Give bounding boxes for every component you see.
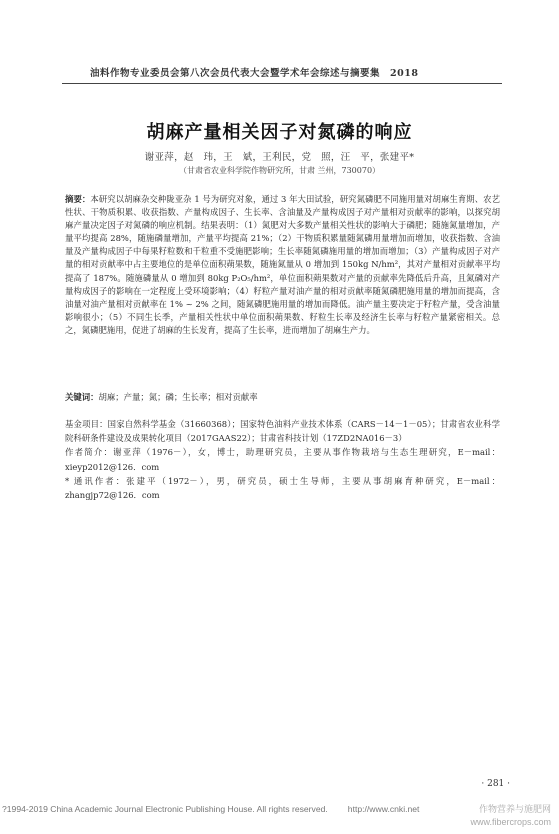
abstract-text: 本研究以胡麻杂交种陇亚杂 1 号为研究对象，通过 3 年大田试验，研究氮磷肥不同施用量对胡麻生育期、农艺性状、干物质积累、收获指数、产量构成因子、生长率、含油量及产量构成因子对产量相对贡献率的影响，以探究胡麻产量决定因子对氮磷的响应机制。结果表明：（1）氮肥对大多数产量相关性状的影响大于磷肥；随施氮量增加，产量平均提高 28%，随施磷量增加，产量平均提高 21%；（2）干物质积累量随氮磷用量增加而增加，收获指数、含油量及产量构成因子中每果籽粒数和千粒重不受施肥影响；生长率随氮磷施用量的增加而增加；（3）产量构成因子对产量的相对贡献率中占主要地位的是单位面积蒴果数，随施氮量从 0 增加到 150kg N/hm²，其对产量相对贡献率平均提高了 187%。随施磷量从 0 增加到 80kg P₂O₅/hm²，单位面积蒴果数对产量的贡献率先降低后升高，且氮磷对产量构成因子的影响在一定程度上受环境影响；（4）籽粒产量对油产量的相对贡献率随氮磷肥施用量的增加而提高，含油量对油产量相对贡献率在 1% ~ 2% 之间，随氮磷肥施用量的增加而降低。油产量主要决定于籽粒产量，受含油量影响很小；（5）不同生长季，产量相关性状中单位面积蒴果数、籽粒生长率及经济生长率与籽粒产量紧密相关。总之，氮磷肥施用，促进了胡麻的生长发育，提高了生长率，进而增加了胡麻生产力。: [65, 194, 501, 335]
abstract: [65, 193, 500, 337]
keywords-text: 胡麻；产量；氮；磷；生长率；相对贡献率: [98, 392, 258, 402]
author-intro-note: 作者简介：谢亚萍（1976－），女，博士，助理研究员，主要从事作物栽培与生态生理研究，E－mail：xieyp2012@126．com: [65, 447, 500, 472]
funding-note: 基金项目：国家自然科学基金（31660368）；国家特色油料产业技术体系（CARS－14－1－05）；甘肃省农业科学院科研条件建设及成果转化项目（2017GAAS22）；甘肃省科技计划（17ZD2NA016－3）: [65, 419, 500, 444]
copyright-text: ?1994-2019 China Academic Journal Electronic Publishing House. All rights reserved.: [2, 804, 328, 814]
article-title: 胡麻产量相关因子对氮磷的响应: [146, 122, 413, 143]
copyright-line: [2, 804, 419, 814]
publisher-url[interactable]: http://www.cnki.net: [347, 804, 420, 814]
watermark-line-2: www.fibercrops.com: [470, 817, 551, 827]
author-affiliation: （甘肃省农业科学院作物研究所，甘肃 兰州，730070）: [178, 166, 381, 175]
watermark: [470, 803, 551, 829]
watermark-line-1: 作物营养与施肥网: [478, 804, 551, 814]
keywords-label: 关键词：: [65, 392, 99, 402]
page-number: · 281 ·: [481, 779, 510, 789]
corresponding-author-note: * 通讯作者：张建平（1972－），男，研究员，硕士生导师，主要从事胡麻育种研究，E－mail：zhangjp72@126．com: [65, 475, 500, 501]
author-list: 谢亚萍，赵 玮，王 斌，王利民，党 照，汪 平，张建平*: [144, 152, 415, 163]
running-header: 油料作物专业委员会第八次会员代表大会暨学术年会综述与摘要集 2018: [90, 68, 419, 79]
abstract-label: 摘要：: [65, 194, 91, 204]
header-divider: [62, 83, 502, 84]
keywords: [65, 391, 500, 404]
footnotes: [65, 417, 500, 502]
